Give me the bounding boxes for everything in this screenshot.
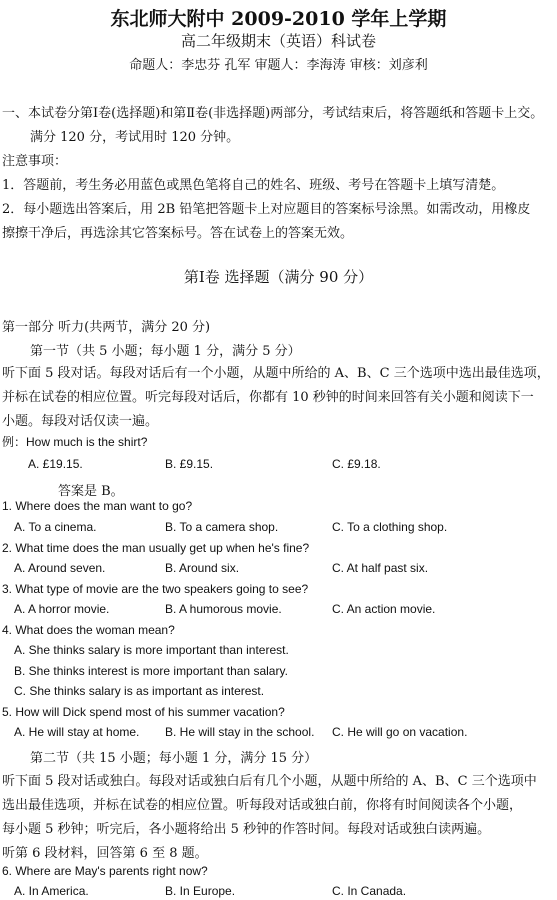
question-3-option-b: B. A humorous movie.: [165, 602, 282, 616]
question-5: 5. How will Dick spend most of his summer vacation?: [2, 705, 285, 719]
intro-line-1: 一、本试卷分第Ⅰ卷(选择题)和第Ⅱ卷(非选择题)两部分，考试结束后，将答题纸和答题卡上交。: [2, 106, 544, 121]
section-1-heading: 第一节（共 5 小题；每小题 1 分，满分 5 分）: [30, 344, 301, 359]
example-option-a: A. £19.15.: [28, 457, 83, 471]
section-1-instr-a: 听下面 5 段对话。每段对话后有一个小题，从题中所给的 A、B、C 三个选项中选出最佳选项，: [2, 366, 550, 381]
question-1-option-a: A. To a cinema.: [14, 520, 97, 534]
page-title: 东北师大附中 2009-2010 学年上学期: [110, 8, 447, 30]
note-2a: 2．每小题选出答案后，用 2B 铅笔把答题卡上对应题目的答案标号涂黑。如需改动，用橡皮: [2, 202, 531, 217]
question-6: 6. Where are May's parents right now?: [2, 864, 208, 878]
intro-line-2: 满分 120 分，考试用时 120 分钟。: [30, 130, 240, 145]
question-2-option-a: A. Around seven.: [14, 561, 106, 575]
question-4-option-a: A. She thinks salary is more important than interest.: [14, 643, 289, 657]
section-2-instr-a: 听下面 5 段对话或独白。每段对话或独白后有几个小题，从题中所给的 A、B、C 三个选项中: [2, 774, 537, 789]
question-5-option-c: C. He will go on vacation.: [332, 725, 468, 739]
question-6-option-b: B. In Europe.: [165, 884, 236, 898]
question-1-option-b: B. To a camera shop.: [165, 520, 279, 534]
question-4-option-b: B. She thinks interest is more important than salary.: [14, 664, 288, 678]
question-3: 3. What type of movie are the two speakers going to see?: [2, 582, 309, 596]
question-3-option-c: C. An action movie.: [332, 602, 436, 616]
question-2-option-c: C. At half past six.: [332, 561, 429, 575]
example-answer: 答案是 B。: [58, 484, 124, 499]
question-4: 4. What does the woman mean?: [2, 623, 175, 637]
example-question: 例：How much is the shirt?: [2, 435, 148, 449]
question-5-option-a: A. He will stay at home.: [14, 725, 140, 739]
material-6-heading: 听第 6 段材料，回答第 6 至 8 题。: [2, 846, 208, 861]
note-1: 1．答题前，考生务必用蓝色或黑色笔将自己的姓名、班级、考号在答题卡上填写清楚。: [2, 178, 505, 193]
question-1-option-c: C. To a clothing shop.: [332, 520, 448, 534]
note-2b: 擦擦干净后，再选涂其它答案标号。答在试卷上的答案无效。: [2, 226, 354, 241]
section-2-instr-c: 每小题 5 秒钟；听完后，各小题将给出 5 秒钟的作答时间。每段对话或独白读两遍。: [2, 822, 491, 837]
question-2-option-b: B. Around six.: [165, 561, 240, 575]
example-option-c: C. £9.18.: [332, 457, 381, 471]
question-1: 1. Where does the man want to go?: [2, 499, 193, 513]
section-2-instr-b: 选出最佳选项，并标在试卷的相应位置。听每段对话或独白前，你将有时间阅读各个小题，: [2, 798, 523, 813]
page-subtitle: 高二年级期末（英语）科试卷: [180, 32, 376, 50]
section-1-instr-b: 并标在试卷的相应位置。听完每段对话后，你都有 10 秒钟的时间来回答有关小题和阅读下一: [2, 390, 534, 405]
question-5-option-b: B. He will stay in the school.: [165, 725, 315, 739]
volume-1-heading: 第Ⅰ卷 选择题（满分 90 分）: [183, 268, 374, 286]
example-option-b: B. £9.15.: [165, 457, 214, 471]
question-2: 2. What time does the man usually get up when he's fine?: [2, 541, 310, 555]
section-1-instr-c: 小题。每段对话仅读一遍。: [2, 414, 159, 429]
notes-heading: 注意事项：: [2, 154, 68, 169]
authors-line: 命题人：李忠芬 孔军 审题人：李海涛 审核：刘彦利: [129, 58, 428, 73]
question-4-option-c: C. She thinks salary is as important as interest.: [14, 684, 265, 698]
question-3-option-a: A. A horror movie.: [14, 602, 110, 616]
section-2-heading: 第二节（共 15 小题；每小题 1 分，满分 15 分）: [30, 751, 318, 766]
question-6-option-c: C. In Canada.: [332, 884, 407, 898]
part-1-heading: 第一部分 听力(共两节，满分 20 分): [2, 320, 211, 335]
question-6-option-a: A. In America.: [14, 884, 89, 898]
